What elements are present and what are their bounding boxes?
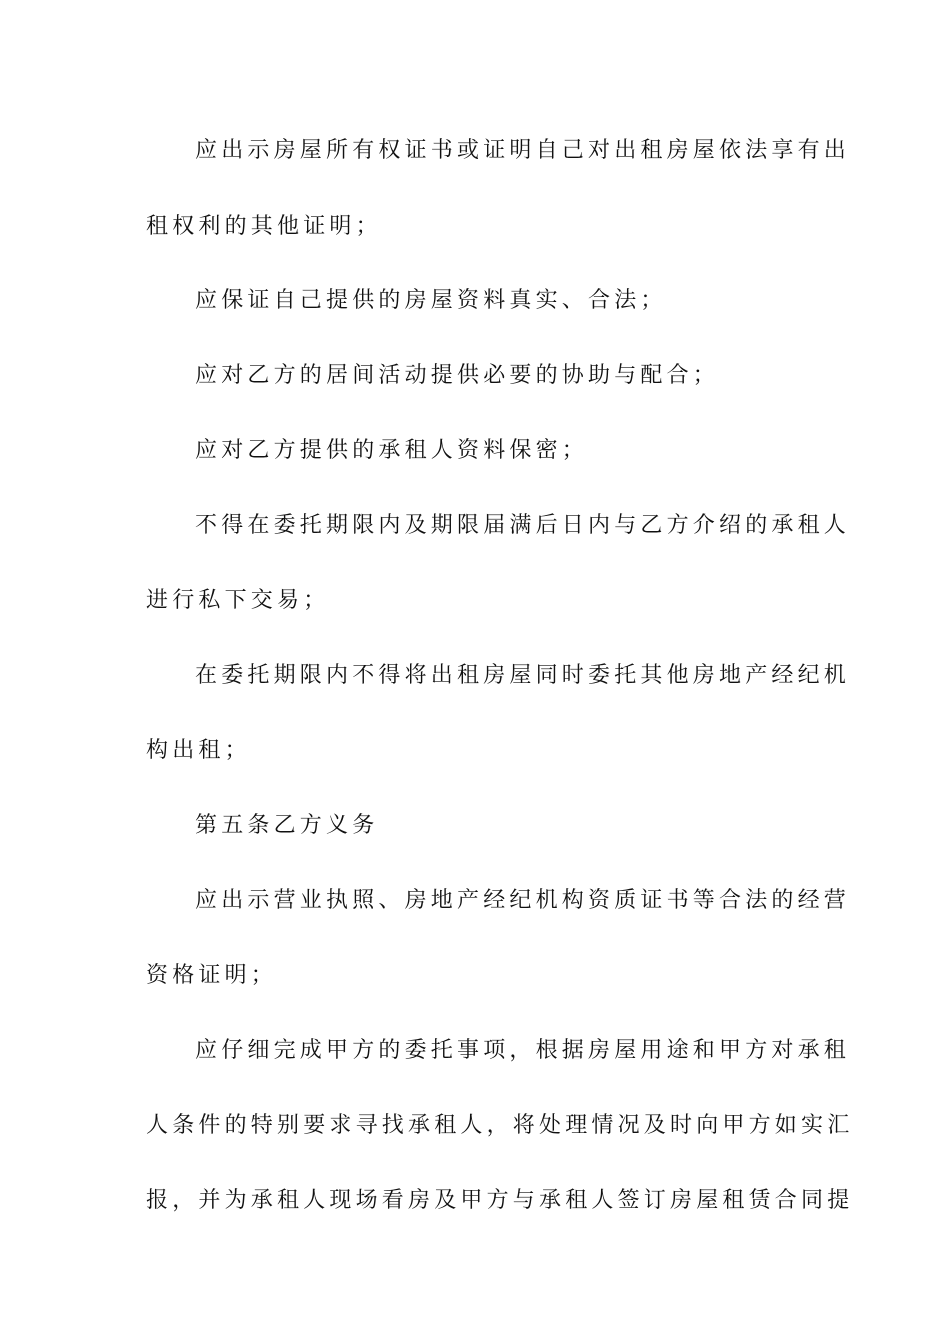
text-line: 应出示房屋所有权证书或证明自己对出租房屋依法享有出	[195, 138, 851, 163]
section-heading: 第五条乙方义务	[195, 813, 379, 838]
text-line: 应保证自己提供的房屋资料真实、合法；	[195, 288, 667, 313]
text-line: 应仔细完成甲方的委托事项，根据房屋用途和甲方对承租	[195, 1038, 851, 1063]
text-line: 租权利的其他证明；	[146, 214, 382, 239]
text-line: 在委托期限内不得将出租房屋同时委托其他房地产经纪机	[195, 663, 851, 688]
text-line: 人条件的特别要求寻找承租人，将处理情况及时向甲方如实汇	[146, 1113, 854, 1138]
text-line: 不得在委托期限内及期限届满后日内与乙方介绍的承租人	[195, 513, 851, 538]
text-line: 进行私下交易；	[146, 588, 330, 613]
text-line: 应对乙方的居间活动提供必要的协助与配合；	[195, 363, 720, 388]
text-line: 资格证明；	[146, 963, 278, 988]
text-line: 应出示营业执照、房地产经纪机构资质证书等合法的经营	[195, 888, 851, 913]
text-line: 构出租；	[146, 738, 251, 763]
text-line: 报，并为承租人现场看房及甲方与承租人签订房屋租赁合同提	[146, 1188, 854, 1213]
text-line: 应对乙方提供的承租人资料保密；	[195, 438, 589, 463]
